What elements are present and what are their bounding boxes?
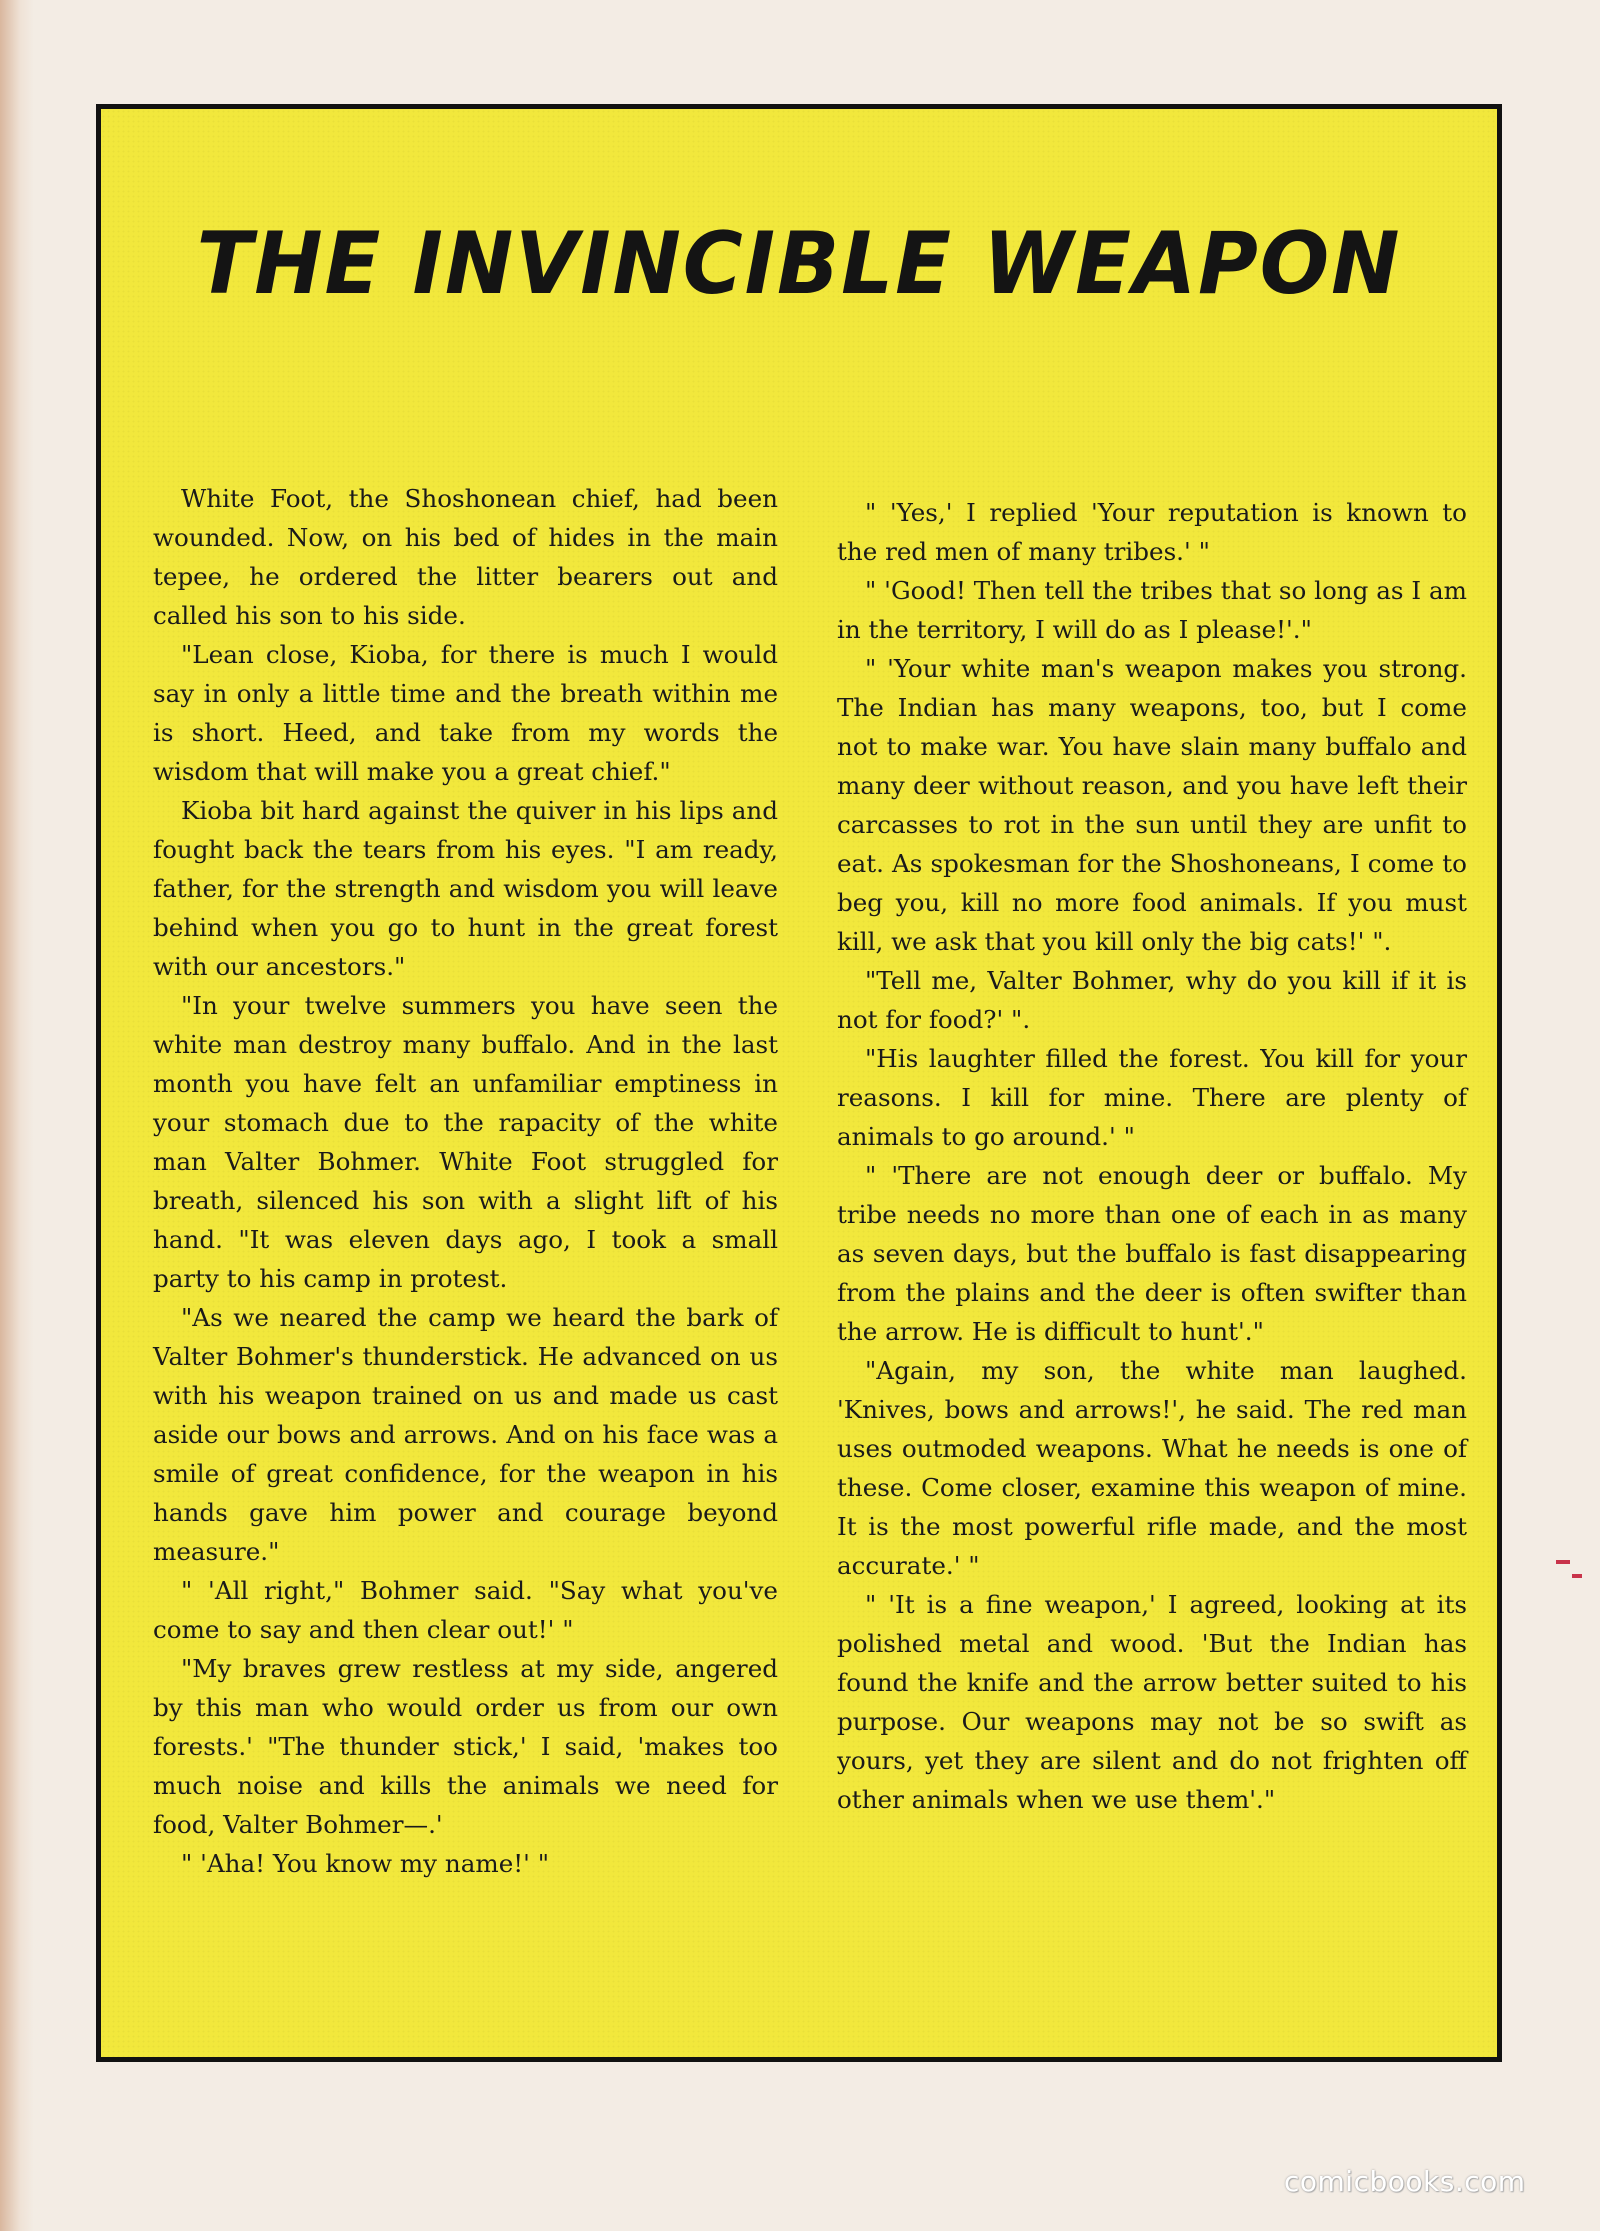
paragraph: "My braves grew restless at my side, angered by this man who would order us from our own forests.' "The thunder stick,' I said, 'makes too much noise and kills the animals we need for food, Valter Bohmer—.' — [153, 1654, 778, 1839]
print-mark — [1572, 1574, 1582, 1578]
paragraph: " 'Your white man's weapon makes you strong. The Indian has many weapons, too, but I come not to make war. You have slain many buffalo and many deer without reason, and you have left their carcasses to rot in the sun until they are unfit to eat. As spokesman for the Shoshoneans, I come to beg you, kill no more food animals. If you must kill, we ask that you kill only the big cats!' ". — [837, 654, 1467, 956]
paragraph: White Foot, the Shoshonean chief, had been wounded. Now, on his bed of hides in the main tepee, he ordered the litter bearers out and called his son to his side. — [153, 484, 778, 630]
paragraph: Kioba bit hard against the quiver in his lips and fought back the tears from his eyes. "I am ready, father, for the strength and wisdom you will leave behind when you go to hunt in the great forest with our ancestors." — [153, 796, 778, 981]
paragraph: "In your twelve summers you have seen the white man destroy many buffalo. And in the last month you have felt an unfamiliar emptiness in your stomach due to the rapacity of the white man Valter Bohmer. White Foot struggled for breath, silenced his son with a slight lift of his hand. "It was eleven days ago, I took a small party to his camp in protest. — [153, 991, 778, 1293]
paragraph: "As we neared the camp we heard the bark of Valter Bohmer's thunderstick. He advanced on us with his weapon trained on us and made us cast aside our bows and arrows. And on his face was a smile of great confidence, for the weapon in his hands gave him power and courage beyond measure." — [153, 1303, 778, 1566]
story-panel — [96, 104, 1502, 2062]
paragraph: " 'Good! Then tell the tribes that so long as I am in the territory, I will do as I please!'." — [837, 576, 1467, 644]
left-text-column — [153, 479, 778, 1883]
print-mark — [1556, 1560, 1570, 1564]
page-binding-edge — [0, 0, 34, 2231]
paragraph: " 'All right," Bohmer said. "Say what you've come to say and then clear out!' " — [153, 1576, 778, 1644]
paragraph: "Lean close, Kioba, for there is much I would say in only a little time and the breath within me is short. Heed, and take from my words the wisdom that will make you a great chief." — [153, 640, 778, 786]
paragraph: " 'It is a fine weapon,' I agreed, looking at its polished metal and wood. 'But the Indian has found the knife and the arrow better suited to his purpose. Our weapons may not be so swift as yours, yet they are silent and do not frighten off other animals when we use them'." — [837, 1590, 1467, 1814]
right-text-column — [837, 493, 1467, 1819]
paragraph: " 'Yes,' I replied 'Your reputation is known to the red men of many tribes.' " — [837, 498, 1467, 566]
site-watermark: comicbooks.com — [1284, 2165, 1526, 2198]
paragraph: "His laughter filled the forest. You kill for your reasons. I kill for mine. There are plenty of animals to go around.' " — [837, 1044, 1467, 1151]
paragraph: "Again, my son, the white man laughed. 'Knives, bows and arrows!', he said. The red man uses outmoded weapons. What he needs is one of these. Come closer, examine this weapon of mine. It is the most powerful rifle made, and the most accurate.' " — [837, 1356, 1467, 1580]
story-title: THE INVINCIBLE WEAPON — [196, 214, 1402, 314]
paragraph: " 'There are not enough deer or buffalo. My tribe needs no more than one of each in as many as seven days, but the buffalo is fast disappearing from the plains and the deer is often swifter than the arrow. He is difficult to hunt'." — [837, 1161, 1467, 1346]
paragraph: "Tell me, Valter Bohmer, why do you kill if it is not for food?' ". — [837, 966, 1467, 1034]
paragraph: " 'Aha! You know my name!' " — [181, 1849, 550, 1878]
